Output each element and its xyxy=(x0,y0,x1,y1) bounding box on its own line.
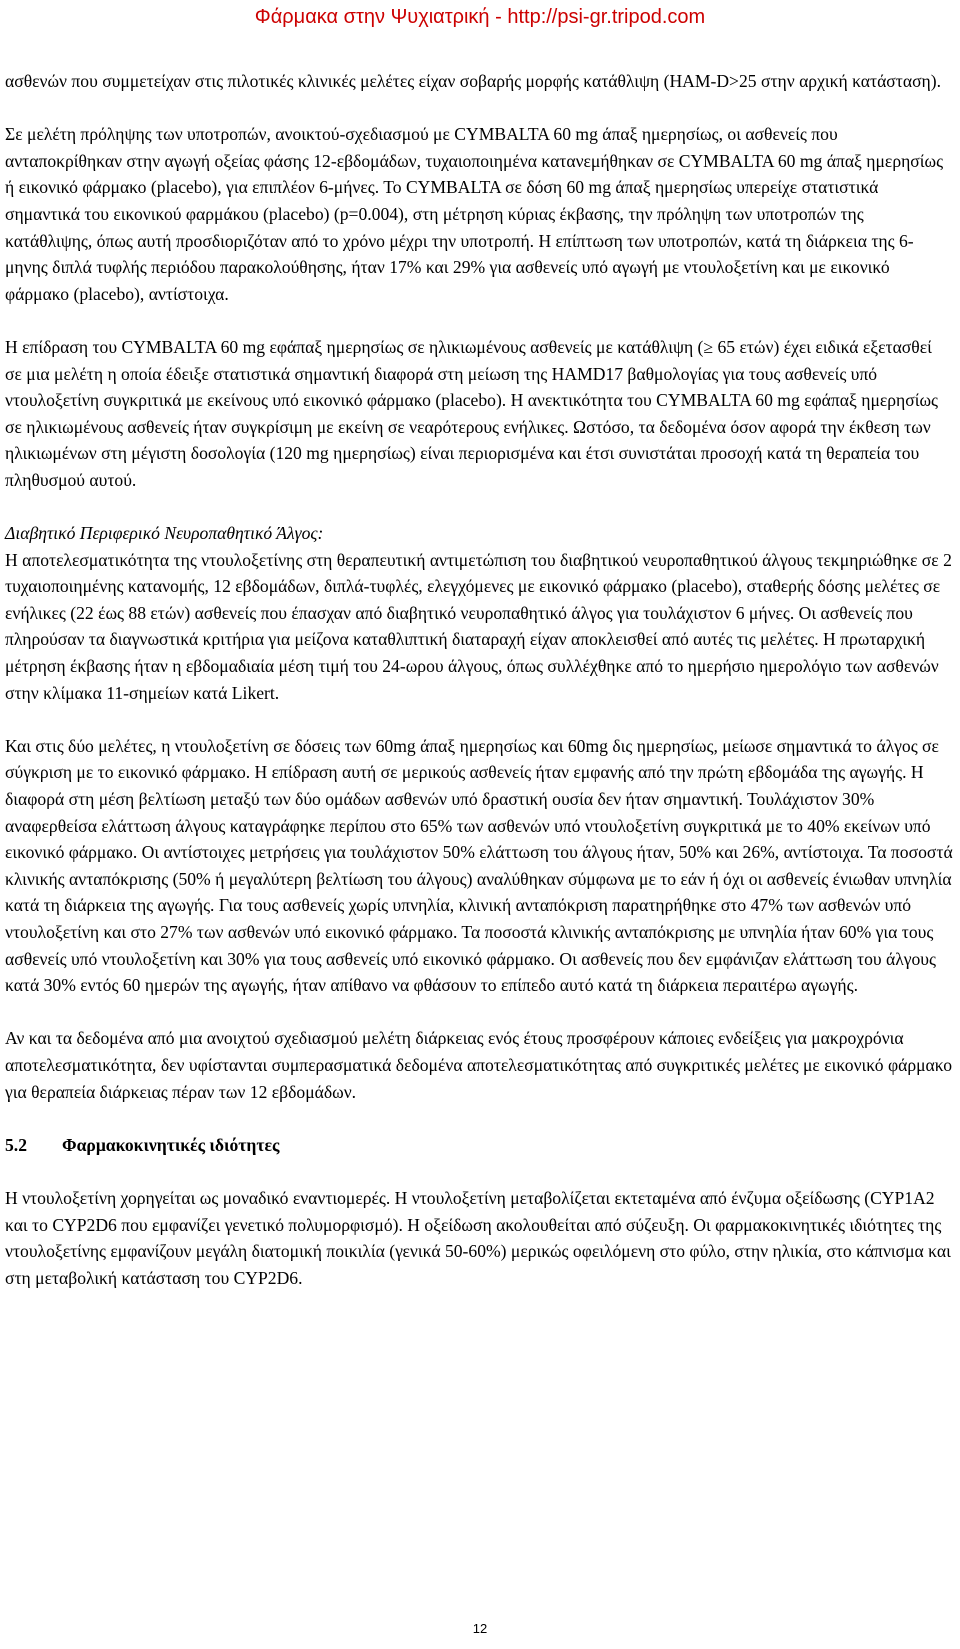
section-title: Φαρμακοκινητικές ιδιότητες xyxy=(62,1134,280,1155)
paragraph-elderly-patients: Η επίδραση του CYMBALTA 60 mg εφάπαξ ημερησίως σε ηλικιωμένους ασθενείς με κατάθλιψη (≥ 65 ετών) έχει ειδικά εξετασθεί σε μια μελέτη η οποία έδειξε στατιστικά σημαντική διαφορά στη μείωση της HAMD17 βαθμολογίας για τους ασθενείς υπό ντουλοξετίνη συγκριτικά με εκείνους υπό εικονικό φάρμακο (placebo). Η ανεκτικότητα του CYMBALTA 60 mg εφάπαξ ημερησίως σε ηλικιωμένους ασθενείς ήταν συγκρίσιμη με εκείνη σε νεαρότερους ενήλικες. Ωστόσο, τα δεδομένα όσον αφορά την έκθεση των ηλικιωμένων στη μέγιστη δοσολογία (120 mg ημερησίως) είναι περιορισμένα και έτσι συνιστάται προσοχή κατά τη θεραπεία του πληθυσμού αυτού. xyxy=(5,336,939,490)
page-number: 12 xyxy=(472,1621,488,1636)
paragraph-neuropathic-efficacy: Η αποτελεσματικότητα της ντουλοξετίνης στη θεραπευτική αντιμετώπιση του διαβητικού νευροπαθητικού άλγους τεκμηριώθηκε σε 2 τυχαιοποιημένης κατανομής, 12 εβδομάδων, διπλά-τυφλές, ελεγχόμενες με εικονικό φάρμακο (placebo), σταθερής δόσης μελέτες σε ενήλικες (22 έως 88 ετών) ασθενείς που έπασχαν από διαβητικό νευροπαθητικό άλγος για τουλάχιστον 6 μήνες. Οι ασθενείς που πληρούσαν τα διαγνωστικά κριτήρια για μείζονα καταθλιπτική διαταραχή είχαν αποκλεισθεί από αυτές τις μελέτες. Η πρωταρχική μέτρηση έκβασης ήταν η εβδομαδιαία μέση τιμή του 24-ωρου άλγους, όπως συλλέχθηκε από το ημερήσιο ημερολόγιο των ασθενών στην κλίμακα 11-σημείων κατά Likert. xyxy=(5,549,952,703)
paragraph-study-results: Και στις δύο μελέτες, η ντουλοξετίνη σε δόσεις των 60mg άπαξ ημερησίως και 60mg δις ημερησίως, μείωσε σημαντικά το άλγος σε σύγκριση με το εικονικό φάρμακο. Η επίδραση αυτή σε μερικούς ασθενείς ήταν εμφανής από την πρώτη εβδομάδα της αγωγής. Η διαφορά στη μέση βελτίωση μεταξύ των δύο ομάδων ασθενών υπό δραστική ουσία δεν ήταν σημαντική. Τουλάχιστον 30% αναφερθείσα ελάττωση άλγους καταγράφηκε περίπου στο 65% των ασθενών υπό ντουλοξετίνη συγκριτικά με το 40% εκείνων υπό εικονικό φάρμακο. Οι αντίστοιχες μετρήσεις για τουλάχιστον 50% ελάττωση του άλγους ήταν, 50% και 26%, αντίστοιχα. Τα ποσοστά κλινικής ανταπόκρισης (50% ή μεγαλύτερη βελτίωση του άλγους) αναλύθηκαν σύμφωνα με το εάν ή όχι οι ασθενείς ένιωθαν υπνηλία κατά τη διάρκεια της αγωγής. Για τους ασθενείς χωρίς υπνηλία, κλινική ανταπόκριση παρατηρήθηκε στο 47% των ασθενών υπό ντουλοξετίνη και στο 27% των ασθενών υπό εικονικό φάρμακο. Τα ποσοστά κλινικής ανταπόκρισης με υπνηλία ήταν 60% για τους ασθενείς υπό ντουλοξετίνη και 30% για τους ασθενείς υπό εικονικό φάρμακο. Οι ασθενείς που δεν εμφάνιζαν ελάττωση του άλγους κατά 30% εντός 60 ημερών της αγωγής, ήταν απίθανο να φθάσουν το επίπεδο αυτό κατά τη διάρκεια περαιτέρω αγωγής. xyxy=(5,735,953,996)
subheading-diabetic-neuropathic-pain: Διαβητικό Περιφερικό Νευροπαθητικό Άλγος: xyxy=(5,523,324,544)
document-body xyxy=(5,68,953,1291)
paragraph-hamd-note: ασθενών που συμμετείχαν στις πιλοτικές κλινικές μελέτες είχαν σοβαρής μορφής κατάθλιψη (HAM-D>25 στην αρχική κατάσταση). xyxy=(5,71,942,91)
page-header: Φάρμακα στην Ψυχιατρική - http://psi-gr.tripod.com xyxy=(254,6,706,28)
paragraph-pharmacokinetics: Η ντουλοξετίνη χορηγείται ως μοναδικό εναντιομερές. Η ντουλοξετίνη μεταβολίζεται εκτεταμένα από ένζυμα οξείδωσης (CYP1A2 και το CYP2D6 που εμφανίζει γενετικό πολυμορφισμό). Η οξείδωση ακολουθείται από σύζευξη. Οι φαρμακοκινητικές ιδιότητες της ντουλοξετίνης εμφανίζουν μεγάλη διατομική ποικιλία (γενικά 50-60%) μερικώς οφειλόμενη στο φύλο, στην ηλικία, στο κάπνισμα και στη μεταβολική κατάσταση του CYP2D6. xyxy=(5,1187,951,1288)
paragraph-relapse-prevention: Σε μελέτη πρόληψης των υποτροπών, ανοικτού-σχεδιασμού με CYMBALTA 60 mg άπαξ ημερησίως, οι ασθενείς που ανταποκρίθηκαν στην αγωγή οξείας φάσης 12-εβδομάδων, τυχαιοποιημένα κατανεμήθηκαν σε CYMBALTA 60 mg άπαξ ημερησίως ή εικονικό φάρμακο (placebo), για επιπλέον 6-μήνες. Το CYMBALTA σε δόση 60 mg άπαξ ημερησίως υπερείχε στατιστικά σημαντικά του εικονικού φαρμάκου (placebo) (p=0.004), στη μέτρηση κύριας έκβασης, την πρόληψη των υποτροπών της κατάθλιψης, όπως αυτή προσδιοριζόταν από το χρόνο μέχρι την υποτροπή. Η επίπτωση των υποτροπών, κατά τη διάρκεια της 6-μηνης διπλά τυφλής περιόδου παρακολούθησης, ήταν 17% και 29% για ασθενείς υπό αγωγή με ντουλοξετίνη και με εικονικό φάρμακο (placebo), αντίστοιχα. xyxy=(5,124,944,304)
section-heading-pharmacokinetics xyxy=(5,1132,953,1159)
paragraph-long-term-data: Αν και τα δεδομένα από μια ανοιχτού σχεδιασμού μελέτη διάρκειας ενός έτους προσφέρουν κάποιες ενδείξεις για μακροχρόνια αποτελεσματικότητα, δεν υφίστανται συμπερασματικά δεδομένα αποτελεσματικότητας από συγκριτικές μελέτες με εικονικό φάρμακο για θεραπεία διάρκειας πέραν των 12 εβδομάδων. xyxy=(5,1028,953,1102)
section-number: 5.2 xyxy=(5,1134,27,1155)
